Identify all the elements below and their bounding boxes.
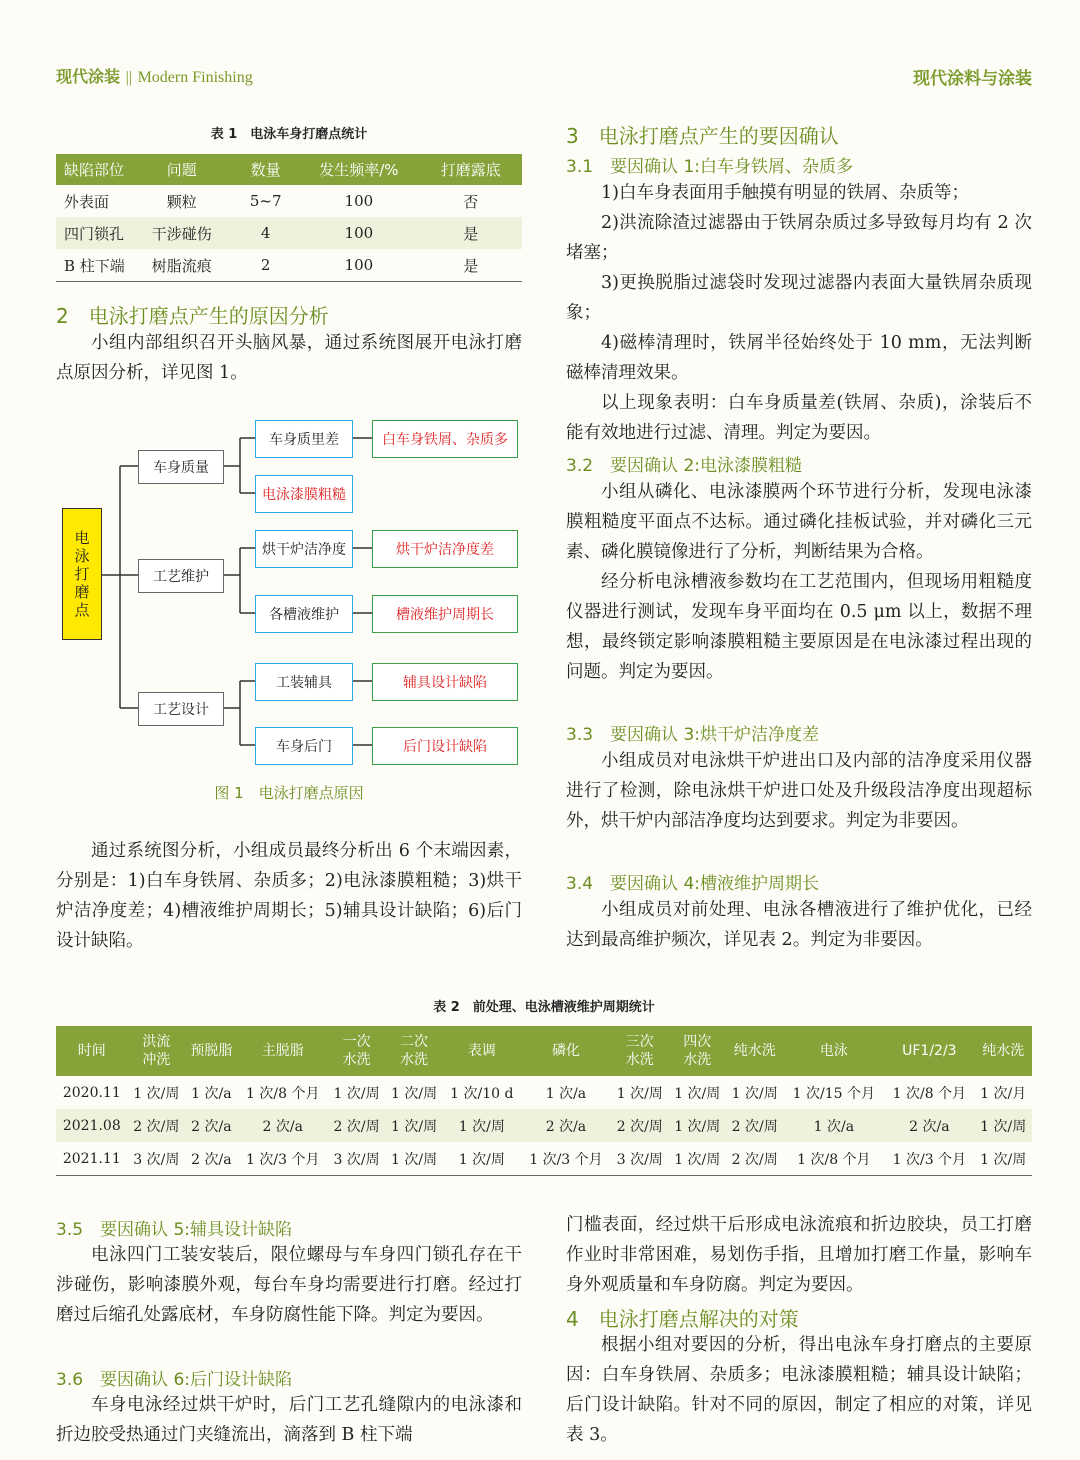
subsection-3-6-title: 3.6 要因确认 6:后门设计缺陷 — [56, 1370, 292, 1390]
table1-cell: 四门锁孔 — [56, 217, 131, 249]
table2-cell: 2 次/a — [884, 1109, 974, 1142]
table2-cell: 2 次/周 — [731, 1151, 778, 1168]
table2-header-row — [56, 1026, 1032, 1076]
s31-item-1: 1)白车身表面用手触摸有明显的铁屑、杂质等； — [601, 183, 969, 203]
table2-cell: 1 次/周 — [669, 1109, 726, 1142]
table2-cell: 1 次/3 个月 — [246, 1151, 320, 1168]
table2-header-cell: 预脱脂 — [185, 1026, 238, 1076]
journal-name-en: Modern Finishing — [137, 69, 253, 86]
table1-cell: 是 — [463, 256, 479, 275]
subsection-3-1-body — [566, 178, 1032, 448]
table2-cell: 3 次/周 — [133, 1151, 180, 1168]
table2-row — [56, 1076, 1032, 1109]
table2-cell: 1 次/8 个月 — [246, 1085, 320, 1102]
table2-header-cell: 主脱脂 — [238, 1026, 328, 1076]
s31-item-4: 4)磁棒清理时，铁屑半径始终处于 10 mm，无法判断磁棒清理效果。 — [566, 333, 1032, 383]
subsection-3-4-body: 小组成员对前处理、电泳各槽液进行了维护优化，已经达到最高维护频次，详见表 2。判定为非要因。 — [566, 900, 1032, 950]
table2-caption: 表 2 前处理、电泳槽液维护周期统计 — [433, 1000, 655, 1015]
subsection-3-5-title: 3.5 要因确认 5:辅具设计缺陷 — [56, 1220, 292, 1240]
table2-cell: 2021.11 — [62, 1150, 121, 1167]
table2-cell: 2 次/周 — [726, 1109, 783, 1142]
s31-item-2: 2)洪流除渣过滤器由于铁屑杂质过多导致每月均有 2 次堵塞； — [566, 213, 1032, 263]
table1-cell: 干涉碰伤 — [131, 217, 234, 249]
figure1-caption: 图 1 电泳打磨点原因 — [214, 784, 364, 802]
table2-header-cell: 时间 — [56, 1026, 128, 1076]
table2-cell: 1 次/a — [545, 1085, 587, 1102]
table1-cell: 颗粒 — [166, 192, 197, 211]
table1-header-cell: 发生频率/% — [298, 154, 419, 185]
node-rear-door-defect: 后门设计缺陷 — [372, 727, 518, 765]
node-tank-cycle-long: 槽液维护周期长 — [372, 595, 518, 633]
table2-cell: 1 次/a — [191, 1085, 232, 1102]
table2-cell: 1 次/周 — [616, 1085, 663, 1102]
table2-header-cell: 一次 水洗 — [328, 1026, 385, 1076]
table2-cell: 2 次/周 — [128, 1109, 185, 1142]
subsection-3-2-body — [566, 477, 1032, 687]
section4-paragraph: 根据小组对要因的分析，得出电泳车身打磨点的主要原因：白车身铁屑、杂质多；电泳漆膜粗糙；辅具设计缺陷；后门设计缺陷。针对不同的原因，制定了相应的对策，详见表 3。 — [566, 1335, 1032, 1445]
table2-row — [56, 1142, 1032, 1176]
node-car-body-quality: 车身质量 — [138, 450, 224, 484]
journal-name-cn: 现代涂装 — [56, 67, 121, 86]
node-body-quality-poor: 车身质里差 — [255, 420, 353, 458]
journal-header-right: 现代涂料与涂装 — [913, 69, 1032, 89]
node-process-maintenance: 工艺维护 — [138, 559, 224, 593]
table2-cell: 3 次/周 — [333, 1151, 380, 1168]
s32-paragraph-2: 经分析电泳槽液参数均在工艺范围内，但现场用粗糙度仪器进行测试，发现车身平面均在 0.5 μm 以上，数据不理想，最终锁定影响漆膜粗糙主要原因是在电泳漆过程出现的问题。判定为要因。 — [566, 572, 1032, 682]
table2-cell: 2020.11 — [62, 1084, 121, 1101]
table1-cell: 100 — [344, 192, 374, 210]
table2-header-cell: 洪流 冲洗 — [128, 1026, 185, 1076]
subsection-3-2-title: 3.2 要因确认 2:电泳漆膜粗糙 — [566, 456, 802, 476]
section3-title: 3 电泳打磨点产生的要因确认 — [566, 124, 839, 148]
table1-cell: 5~7 — [249, 192, 282, 210]
table2 — [56, 1026, 1032, 1176]
node-fixture-defect: 辅具设计缺陷 — [372, 663, 518, 701]
table1-caption: 表 1 电泳车身打磨点统计 — [210, 127, 368, 142]
section2-title: 2 电泳打磨点产生的原因分析 — [56, 304, 329, 328]
table2-header-cell: 磷化 — [521, 1026, 611, 1076]
table1-header-cell: 数量 — [233, 154, 298, 185]
table1-cell: 100 — [344, 256, 374, 274]
table1-cell: 2 — [260, 256, 271, 274]
table2-cell: 1 次/周 — [674, 1151, 721, 1168]
subsection-3-6-body: 车身电泳经过烘干炉时，后门工艺孔缝隙内的电泳漆和折边胶受热通过门夹缝流出，滴落到 B 柱下端 — [56, 1395, 522, 1445]
table1-header-cell: 缺陷部位 — [56, 154, 131, 185]
section2-paragraph: 小组内部组织召开头脑风暴，通过系统图展开电泳打磨点原因分析，详见图 1。 — [56, 333, 522, 383]
header-separator: || — [125, 69, 132, 86]
left-conclusion-paragraph: 通过系统图分析，小组成员最终分析出 6 个末端因素，分别是：1)白车身铁屑、杂质多；2)电泳漆膜粗糙；3)烘干炉洁净度差；4)槽液维护周期长；5)辅具设计缺陷；6)后门设计缺陷。 — [56, 841, 522, 951]
node-oven-clean-poor: 烘干炉洁净度差 — [372, 530, 518, 568]
right-continuation-paragraph: 门槛表面，经过烘干后形成电泳流痕和折边胶块，员工打磨作业时非常困难，易划伤手指，且增加打磨工作量，影响车身外观质量和车身防腐。判定为要因。 — [566, 1215, 1032, 1295]
subsection-3-5-body: 电泳四门工装安装后，限位螺母与车身四门锁孔存在干涉碰伤，影响漆膜外观，每台车身均需要进行打磨。经过打磨过后缩孔处露底材，车身防腐性能下降。判定为要因。 — [56, 1245, 522, 1325]
table2-cell: 1 次/周 — [391, 1151, 438, 1168]
table2-cell: 2 次/a — [521, 1109, 611, 1142]
table2-cell: 1 次/周 — [458, 1151, 505, 1168]
table2-header-cell: 电泳 — [783, 1026, 884, 1076]
table2-cell: 1 次/10 d — [450, 1085, 514, 1102]
table2-cell: 1 次/周 — [333, 1085, 380, 1102]
root-char: 泳 — [74, 547, 90, 565]
table2-cell: 1 次/周 — [391, 1085, 438, 1102]
root-char: 磨 — [74, 583, 90, 601]
table2-cell: 1 次/3 个月 — [529, 1151, 603, 1168]
node-tank-maintenance: 各槽液维护 — [255, 595, 353, 633]
table2-cell: 1 次/15 个月 — [792, 1085, 876, 1102]
table2-cell: 1 次/3 个月 — [892, 1151, 967, 1168]
table2-cell: 1 次/月 — [980, 1085, 1027, 1102]
table2-cell: 1 次/周 — [731, 1085, 778, 1102]
s31-conclusion: 以上现象表明：白车身质量差(铁屑、杂质)，涂装后不能有效地进行过滤、清理。判定为要因。 — [566, 393, 1032, 443]
node-oven-cleanliness: 烘干炉洁净度 — [255, 530, 353, 568]
table1-cell: 是 — [419, 217, 522, 249]
section4-title: 4 电泳打磨点解决的对策 — [566, 1307, 799, 1331]
table2-cell: 2 次/a — [238, 1109, 328, 1142]
table2-cell: 3 次/周 — [616, 1151, 663, 1168]
table2-cell: 1 次/周 — [974, 1109, 1032, 1142]
diagram-root-node — [62, 508, 102, 640]
table2-cell: 1 次/8 个月 — [892, 1085, 967, 1102]
table1-cell: 4 — [233, 217, 298, 249]
root-char: 点 — [74, 601, 90, 619]
table2-header-cell: 三次 水洗 — [611, 1026, 668, 1076]
table2-body — [56, 1076, 1032, 1176]
table2-header-cell: 纯水洗 — [974, 1026, 1032, 1076]
subsection-3-4-title: 3.4 要因确认 4:槽液维护周期长 — [566, 874, 819, 894]
table2-cell: 1 次/周 — [980, 1151, 1027, 1168]
root-char: 打 — [74, 565, 90, 583]
table2-header-cell: UF1/2/3 — [884, 1026, 974, 1076]
table2-cell: 1 次/周 — [443, 1109, 521, 1142]
node-ed-film-rough: 电泳漆膜粗糙 — [255, 475, 353, 513]
root-char: 电 — [74, 529, 90, 547]
table2-cell: 1 次/周 — [133, 1085, 180, 1102]
table2-header-cell: 二次 水洗 — [385, 1026, 442, 1076]
table1-cell: 100 — [298, 217, 419, 249]
s32-paragraph-1: 小组从磷化、电泳漆膜两个环节进行分析，发现电泳漆膜粗糙度平面点不达标。通过磷化挂板试验，并对磷化三元素、磷化膜镜像进行了分析，判断结果为合格。 — [566, 482, 1032, 562]
table2-row — [56, 1109, 1032, 1142]
node-process-design: 工艺设计 — [138, 692, 224, 726]
s31-item-3: 3)更换脱脂过滤袋时发现过滤器内表面大量铁屑杂质现象； — [566, 273, 1032, 323]
table2-cell: 2 次/周 — [611, 1109, 668, 1142]
subsection-3-1-title: 3.1 要因确认 1:白车身铁屑、杂质多 — [566, 157, 853, 177]
node-rear-door: 车身后门 — [255, 727, 353, 765]
table2-cell: 1 次/周 — [674, 1085, 721, 1102]
table2-cell: 2021.08 — [56, 1109, 128, 1142]
table1-header-cell: 打磨露底 — [419, 154, 522, 185]
table2-cell: 1 次/周 — [385, 1109, 442, 1142]
node-white-body-debris: 白车身铁屑、杂质多 — [372, 420, 518, 458]
table1-cell: 否 — [463, 192, 479, 211]
table2-cell: 1 次/a — [783, 1109, 884, 1142]
table2-cell: 2 次/a — [185, 1109, 238, 1142]
table2-header-cell: 四次 水洗 — [669, 1026, 726, 1076]
table2-cell: 1 次/8 个月 — [797, 1151, 871, 1168]
subsection-3-3-title: 3.3 要因确认 3:烘干炉洁净度差 — [566, 725, 819, 745]
table1-cell: B 柱下端 — [64, 256, 125, 275]
node-fixture-tools: 工装辅具 — [255, 663, 353, 701]
table2-cell: 2 次/a — [191, 1151, 232, 1168]
table2-cell: 2 次/周 — [328, 1109, 385, 1142]
table1-cell: 树脂流痕 — [151, 256, 212, 275]
table2-header-cell: 表调 — [443, 1026, 521, 1076]
table2-header-cell: 纯水洗 — [726, 1026, 783, 1076]
table1-header-cell: 问题 — [131, 154, 234, 185]
table1-cell: 外表面 — [64, 192, 110, 211]
subsection-3-3-body: 小组成员对电泳烘干炉进出口及内部的洁净度采用仪器进行了检测，除电泳烘干炉进口处及升级段洁净度出现超标外，烘干炉内部洁净度均达到要求。判定为非要因。 — [566, 751, 1032, 831]
